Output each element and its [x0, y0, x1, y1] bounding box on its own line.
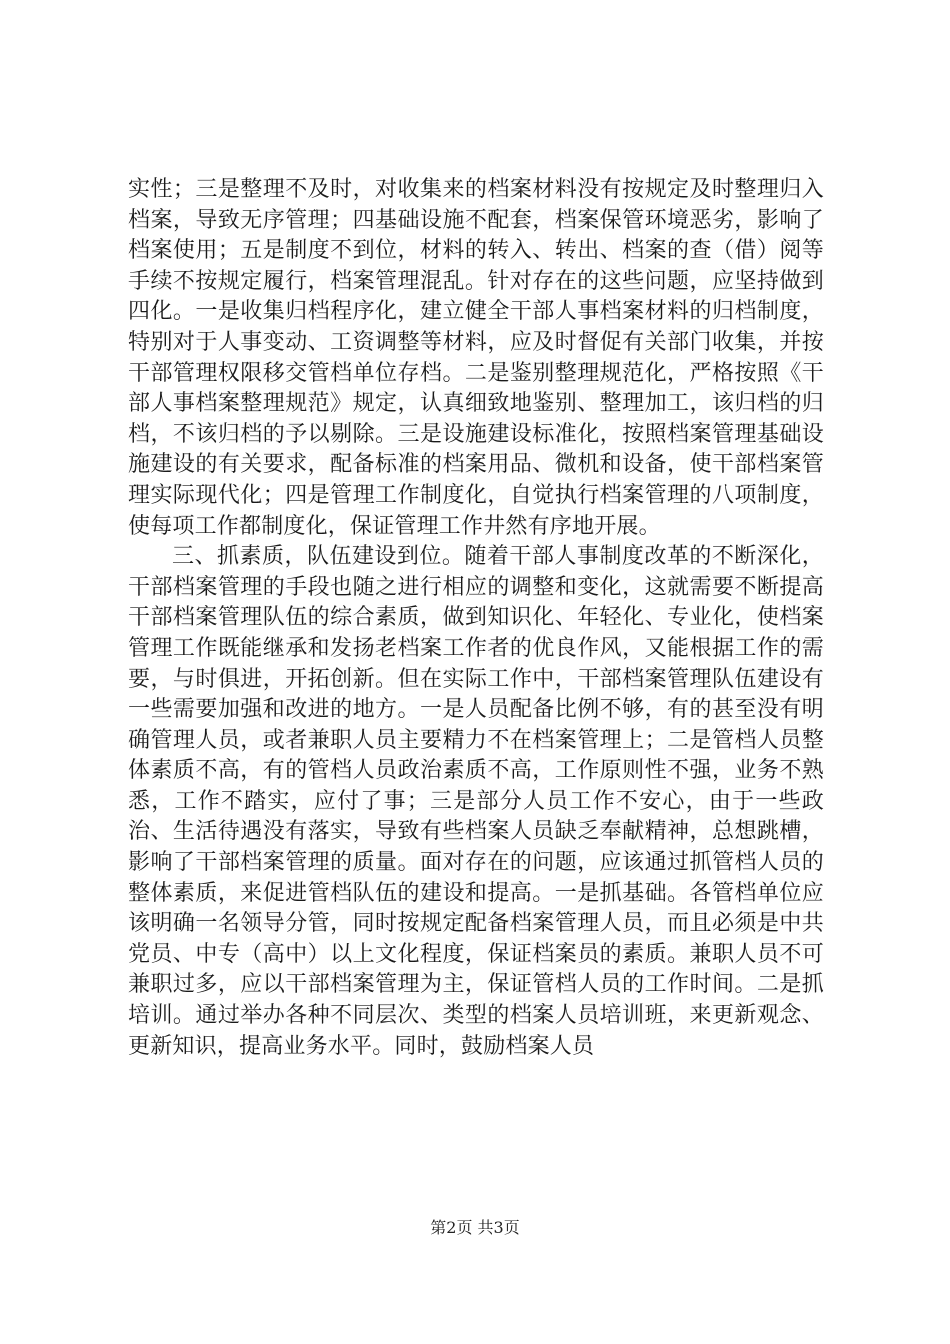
paragraph-1: 实性；三是整理不及时，对收集来的档案材料没有按规定及时整理归入档案，导致无序管理；四基础设施不配套，档案保管环境恶劣，影响了档案使用；五是制度不到位，材料的转入、转出、档案的查（借）阅等手续不按规定履行，档案管理混乱。针对存在的这些问题，应坚持做到四化。一是收集归档程序化，建立健全干部人事档案材料的归档制度，特别对于人事变动、工资调整等材料，应及时督促有关部门收集，并按干部管理权限移交管档单位存档。二是鉴别整理规范化，严格按照《干部人事档案整理规范》规定，认真细致地鉴别、整理加工，该归档的归档，不该归档的予以剔除。三是设施建设标准化，按照档案管理基础设施建设的有关要求，配备标准的档案用品、微机和设备，使干部档案管理实际现代化；四是管理工作制度化，自觉执行档案管理的八项制度，使每项工作都制度化，保证管理工作井然有序地开展。 — [128, 177, 824, 539]
page-footer — [0, 1217, 950, 1239]
paragraph-2: 三、抓素质，队伍建设到位。随着干部人事制度改革的不断深化，干部档案管理的手段也随之进行相应的调整和变化，这就需要不断提高干部档案管理队伍的综合素质，做到知识化、年轻化、专业化，使档案管理工作既能继承和发扬老档案工作者的优良作风，又能根据工作的需要，与时俱进，开拓创新。但在实际工作中，干部档案管理队伍建设有一些需要加强和改进的地方。一是人员配备比例不够，有的甚至没有明确管理人员，或者兼职人员主要精力不在档案管理上；二是管档人员整体素质不高，有的管档人员政治素质不高，工作原则性不强，业务不熟悉，工作不踏实，应付了事；三是部分人员工作不安心，由于一些政治、生活待遇没有落实，导致有些档案人员缺乏奉献精神，总想跳槽，影响了干部档案管理的质量。面对存在的问题，应该通过抓管档人员的整体素质，来促进管档队伍的建设和提高。一是抓基础。各管档单位应该明确一名领导分管，同时按规定配备档案管理人员，而且必须是中共党员、中专（高中）以上文化程度，保证档案员的素质。兼职人员不可兼职过多，应以干部档案管理为主，保证管档人员的工作时间。二是抓培训。通过举办各种不同层次、类型的档案人员培训班，来更新观念、更新知识，提高业务水平。同时，鼓励档案人员 — [128, 544, 824, 1059]
page-number: 第2页 共3页 — [430, 1218, 520, 1237]
document-body — [128, 175, 824, 1062]
